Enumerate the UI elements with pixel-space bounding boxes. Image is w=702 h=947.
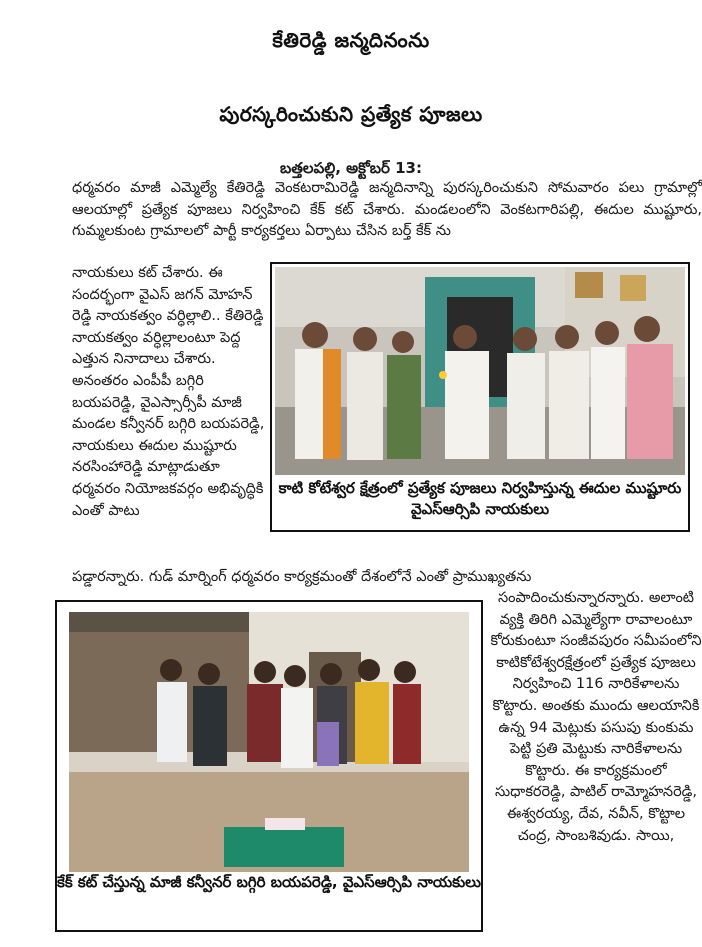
temple-photo-frame <box>270 262 690 532</box>
article-middle-line: పడ్డారన్నారు. గుడ్ మార్నింగ్ ధర్మవరం కార్యక్రమంతో దేశంలోనే ఎంతో ప్రాముఖ్యతను <box>72 569 532 585</box>
temple-pooja-photo <box>275 267 685 475</box>
article-left-column: నాయకులు కట్ చేశారు. ఈ సందర్భంగా వైఎస్ జగన్ మోహన్ రెడ్డి నాయకత్వం వర్ధిల్లాలి.. కేతిరెడ్డి నాయకత్వం వర్ధిల్లాలంటూ పెద్ద ఎత్తున నినాదాలు చేశారు. అనంతరం ఎంపీపీ బగ్గిరి బయపరెడ్డి, వైఎస్సార్సీపీ మాజీ మండల కన్వీనర్ బగ్గిరి బయపరెడ్డి, నాయకులు ఈదుల ముష్టూరు నరసింహారెడ్డి మాట్లాడుతూ ధర్మవరం నియోజకవర్గం అభివృద్ధికి ఎంతో పాటు <box>72 265 265 519</box>
cake-cutting-photo <box>69 612 469 872</box>
cake-photo-frame <box>55 600 483 932</box>
temple-photo-caption: కాటి కోటేశ్వర క్షేత్రంలో ప్రత్యేక పూజలు నిర్వహిస్తున్న ఈదుల ముష్టూరు వైఎస్ఆర్సిపి నాయకులు <box>278 479 682 518</box>
headline-line-2: పురస్కరించుకుని ప్రత్యేక పూజలు <box>219 102 483 126</box>
cake-photo-caption: కేక్ కట్ చేస్తున్న మాజీ కన్వీనర్ బగ్గిరి బయపరెడ్డి, వైఎస్ఆర్సిపి నాయకులు <box>57 873 481 891</box>
headline-line-1: కేతిరెడ్డి జన్మదినంను <box>272 28 430 52</box>
article-intro-paragraph: ధర్మవరం మాజీ ఎమ్మెల్యే కేతిరెడ్డి వెంకటరామిరెడ్డి జన్మదినాన్ని పురస్కరించుకుని సోమవారం పలు గ్రామాల్లో ఆలయాల్లో ప్రత్యేక పూజలు నిర్వహించి కేక్ కట్ చేశారు. మండలంలోని వెంకటగారిపల్లి, ఈదుల ముష్టూరు, గుమ్మలకుంట గ్రామాలలో పార్టీ కార్యకర్తలు ఏర్పాటు చేసిన బర్త్ కేక్ ను <box>72 180 702 240</box>
article-right-column: సంపాదించుకున్నారన్నారు. అలాంటి వ్యక్తి తిరిగి ఎమ్మెల్యేగా రావాలంటూ కోరుకుంటూ సంజీవపురం సమీపంలోని కాటికోటేశ్వరక్షేత్రంలో ప్రత్యేక పూజలు నిర్వహించి 116 నారికేళాలను కొట్టారు. అంతకు ముందు ఆలయానికి ఉన్న 94 మెట్లుకు పసుపు కుంకుమ పెట్టి ప్రతి మెట్టుకు నారికేళాలను కొట్టారు. ఈ కార్యక్రమంలో సుధాకరరెడ్డి, పాటిల్ రామ్మోహనరెడ్డి, ఈశ్వరయ్య, దేవ, నవీన్, కొట్టాల చంద్ర, సాంబశివుడు. సాయి, <box>490 590 702 844</box>
dateline: బత్తలపల్లి, అక్టోబర్ 13: <box>280 159 422 177</box>
